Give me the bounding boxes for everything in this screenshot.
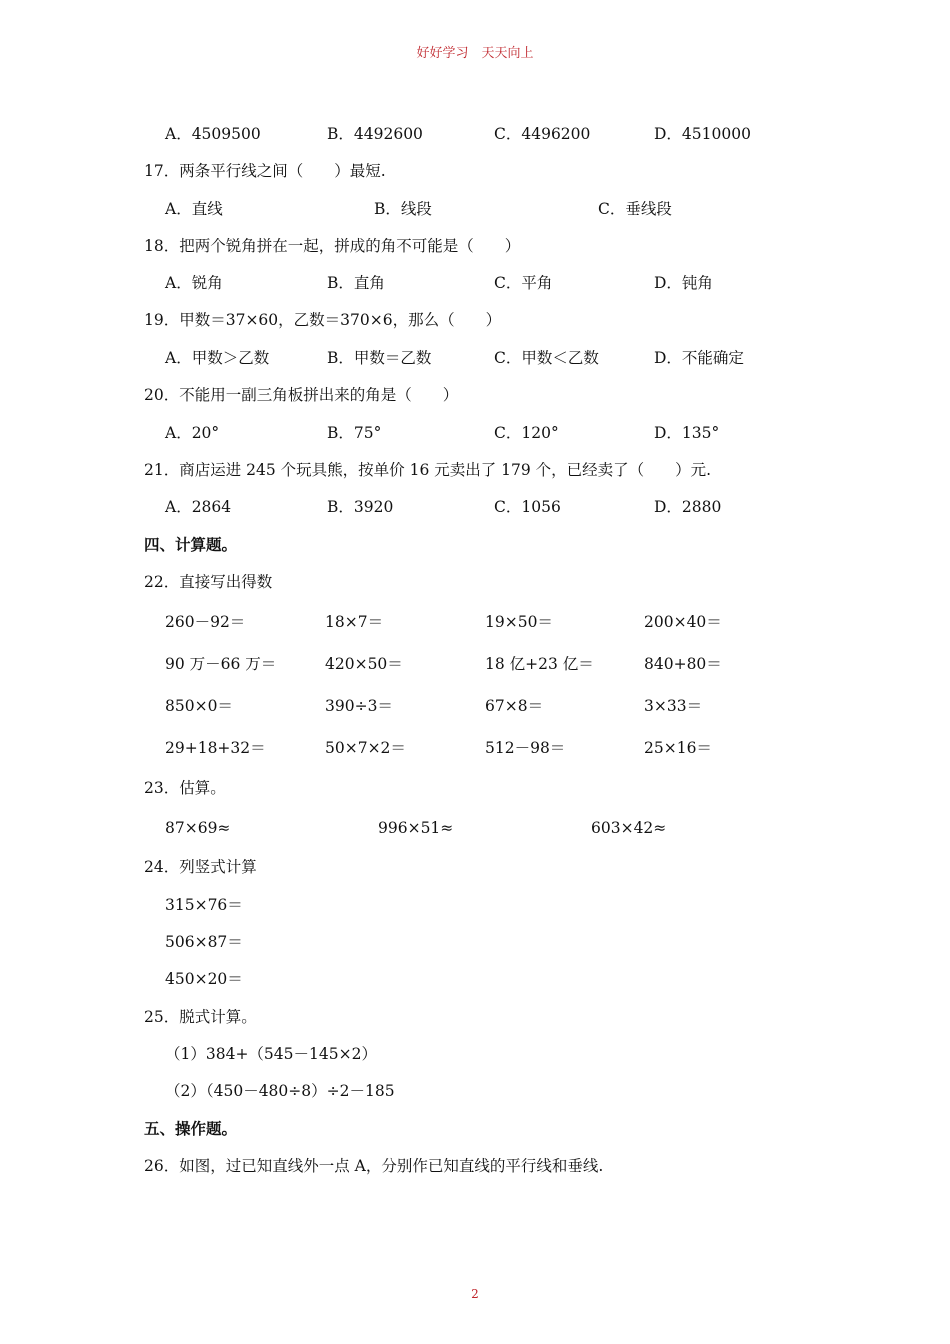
q24-item: 315×76＝	[165, 896, 243, 914]
q22-item: 200×40＝	[644, 613, 722, 631]
q24-item: 506×87＝	[165, 933, 243, 951]
q22-item: 29+18+32＝	[165, 739, 266, 757]
q22-item: 512－98＝	[485, 739, 566, 757]
q26-question: 26．如图，过已知直线外一点 A，分别作已知直线的平行线和垂线.	[144, 1157, 604, 1175]
q18-question: 18．把两个锐角拼在一起，拼成的角不可能是（ ）	[144, 237, 521, 255]
q20-option-a: A．20°	[165, 424, 220, 442]
q24-question: 24．列竖式计算	[144, 858, 257, 876]
q23-question: 23．估算。	[144, 779, 226, 797]
q22-item: 18×7＝	[325, 613, 384, 631]
q18-option-b: B．直角	[327, 274, 385, 292]
q20-question: 20．不能用一副三角板拼出来的角是（ ）	[144, 386, 459, 404]
q22-item: 25×16＝	[644, 739, 712, 757]
q18-option-d: D．钝角	[654, 274, 713, 292]
q23-item: 996×51≈	[378, 819, 454, 837]
q22-item: 390÷3＝	[325, 697, 393, 715]
q20-option-c: C．120°	[494, 424, 559, 442]
q22-item: 3×33＝	[644, 697, 703, 715]
q21-option-a: A．2864	[165, 498, 232, 516]
q16-option-c: C．4496200	[494, 125, 591, 143]
page-header: 好好学习 天天向上	[416, 46, 534, 61]
q21-option-d: D．2880	[654, 498, 722, 516]
q22-item: 260－92＝	[165, 613, 246, 631]
q16-option-b: B．4492600	[327, 125, 423, 143]
q22-item: 840+80＝	[644, 655, 722, 673]
q18-option-c: C．平角	[494, 274, 553, 292]
q23-item: 603×42≈	[591, 819, 667, 837]
page-number: 2	[471, 1287, 479, 1301]
q22-item: 90 万－66 万＝	[165, 655, 277, 673]
q22-item: 18 亿+23 亿＝	[485, 655, 594, 673]
q25-item: （2）（450－480÷8）÷2－185	[165, 1082, 395, 1100]
q19-option-c: C．甲数＜乙数	[494, 349, 599, 367]
q22-item: 850×0＝	[165, 697, 233, 715]
q17-question: 17．两条平行线之间（ ）最短.	[144, 162, 386, 180]
q24-item: 450×20＝	[165, 970, 243, 988]
q22-question: 22．直接写出得数	[144, 573, 273, 591]
q20-option-d: D．135°	[654, 424, 720, 442]
q17-option-b: B．线段	[374, 200, 432, 218]
q22-item: 19×50＝	[485, 613, 553, 631]
q18-option-a: A．锐角	[165, 274, 223, 292]
q21-option-b: B．3920	[327, 498, 394, 516]
q25-item: （1）384+（545－145×2）	[165, 1045, 377, 1063]
q17-option-a: A．直线	[165, 200, 223, 218]
section-4-title: 四、计算题。	[144, 535, 238, 554]
q21-option-c: C．1056	[494, 498, 561, 516]
section-5-title: 五、操作题。	[144, 1119, 238, 1138]
q23-item: 87×69≈	[165, 819, 231, 837]
q22-item: 50×7×2＝	[325, 739, 406, 757]
q19-option-a: A．甲数＞乙数	[165, 349, 270, 367]
q20-option-b: B．75°	[327, 424, 382, 442]
q17-option-c: C．垂线段	[598, 200, 672, 218]
q16-option-a: A．4509500	[165, 125, 261, 143]
q21-question: 21．商店运进 245 个玩具熊，按单价 16 元卖出了 179 个，已经卖了（ ）元.	[144, 461, 712, 479]
q19-option-d: D．不能确定	[654, 349, 744, 367]
q22-item: 420×50＝	[325, 655, 403, 673]
q22-item: 67×8＝	[485, 697, 544, 715]
q19-option-b: B．甲数＝乙数	[327, 349, 432, 367]
q25-question: 25．脱式计算。	[144, 1008, 257, 1026]
q16-option-d: D．4510000	[654, 125, 751, 143]
q19-question: 19．甲数＝37×60，乙数＝370×6，那么（ ）	[144, 311, 502, 329]
